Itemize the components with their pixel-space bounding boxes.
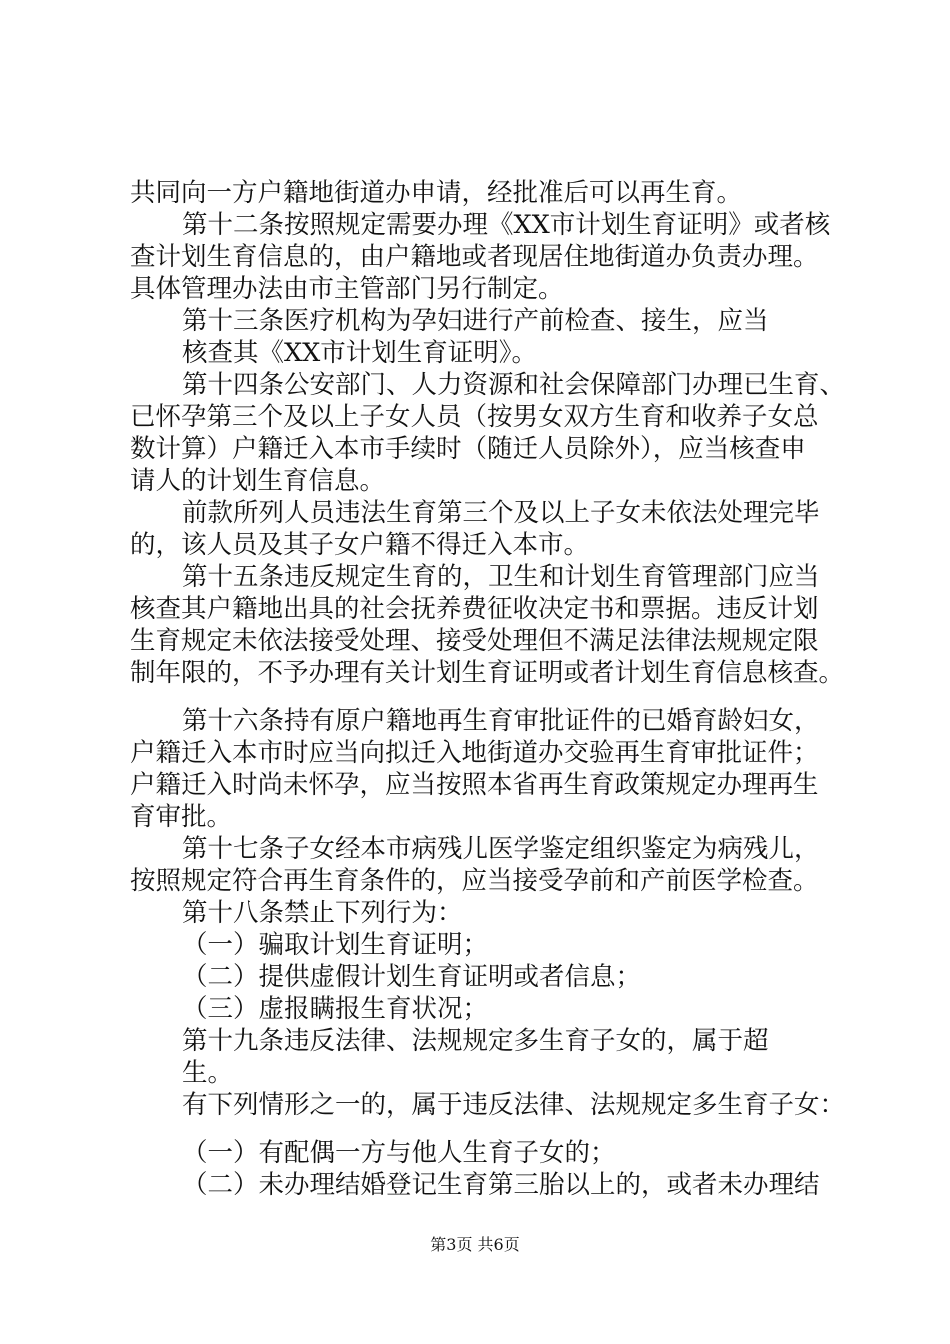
- text-line: 第十七条子女经本市病残儿医学鉴定组织鉴定为病残儿，: [182, 834, 820, 864]
- list-item: （一）骗取计划生育证明；: [182, 930, 489, 960]
- text-line: 育审批。: [130, 802, 233, 832]
- text-line: 户籍迁入本市时应当向拟迁入地街道办交验再生育审批证件；: [130, 738, 819, 768]
- text-line: 按照规定符合再生育条件的，应当接受孕前和产前医学检查。: [130, 866, 819, 896]
- list-item: （二）提供虚假计划生育证明或者信息；: [182, 962, 642, 992]
- text-line: 第十三条医疗机构为孕妇进行产前检查、接生，应当: [182, 306, 769, 336]
- text-line: 生。: [182, 1058, 234, 1088]
- text-line: 具体管理办法由市主管部门另行制定。: [130, 274, 564, 304]
- list-item: （三）虚报瞒报生育状况；: [182, 994, 489, 1024]
- text-line: 有下列情形之一的，属于违反法律、法规规定多生育子女：: [182, 1090, 846, 1120]
- text-line: 请人的计划生育信息。: [130, 466, 386, 496]
- text-line: 核查其户籍地出具的社会抚养费征收决定书和票据。违反计划: [130, 594, 819, 624]
- text-line: 第十二条按照规定需要办理《XX市计划生育证明》或者核: [182, 210, 831, 240]
- text-line: 前款所列人员违法生育第三个及以上子女未依法处理完毕: [182, 498, 820, 528]
- text-line: 户籍迁入时尚未怀孕，应当按照本省再生育政策规定办理再生: [130, 770, 819, 800]
- text-line: 第十六条持有原户籍地再生育审批证件的已婚育龄妇女，: [182, 706, 820, 736]
- text-line: 第十九条违反法律、法规规定多生育子女的，属于超: [182, 1026, 769, 1056]
- text-line: 第十五条违反规定生育的，卫生和计划生育管理部门应当: [182, 562, 820, 592]
- text-line: 生育规定未依法接受处理、接受处理但不满足法律法规规定限: [130, 626, 819, 656]
- text-line: 第十八条禁止下列行为：: [182, 898, 463, 928]
- text-line: 第十四条公安部门、人力资源和社会保障部门办理已生育、: [182, 370, 846, 400]
- text-line: 的，该人员及其子女户籍不得迁入本市。: [130, 530, 590, 560]
- text-line: 制年限的，不予办理有关计划生育证明或者计划生育信息核查。: [130, 658, 845, 688]
- list-item: （一）有配偶一方与他人生育子女的；: [182, 1138, 616, 1168]
- text-line: 核查其《XX市计划生育证明》。: [182, 338, 538, 368]
- text-line: 已怀孕第三个及以上子女人员（按男女双方生育和收养子女总: [130, 402, 819, 432]
- text-line: 查计划生育信息的，由户籍地或者现居住地街道办负责办理。: [130, 242, 819, 272]
- text-line: 数计算）户籍迁入本市手续时（随迁人员除外），应当核查申: [130, 434, 806, 464]
- page-number: 第3页 共6页: [430, 1235, 520, 1254]
- text-line: 共同向一方户籍地街道办申请，经批准后可以再生育。: [130, 178, 743, 208]
- list-item: （二）未办理结婚登记生育第三胎以上的，或者未办理结: [182, 1170, 820, 1200]
